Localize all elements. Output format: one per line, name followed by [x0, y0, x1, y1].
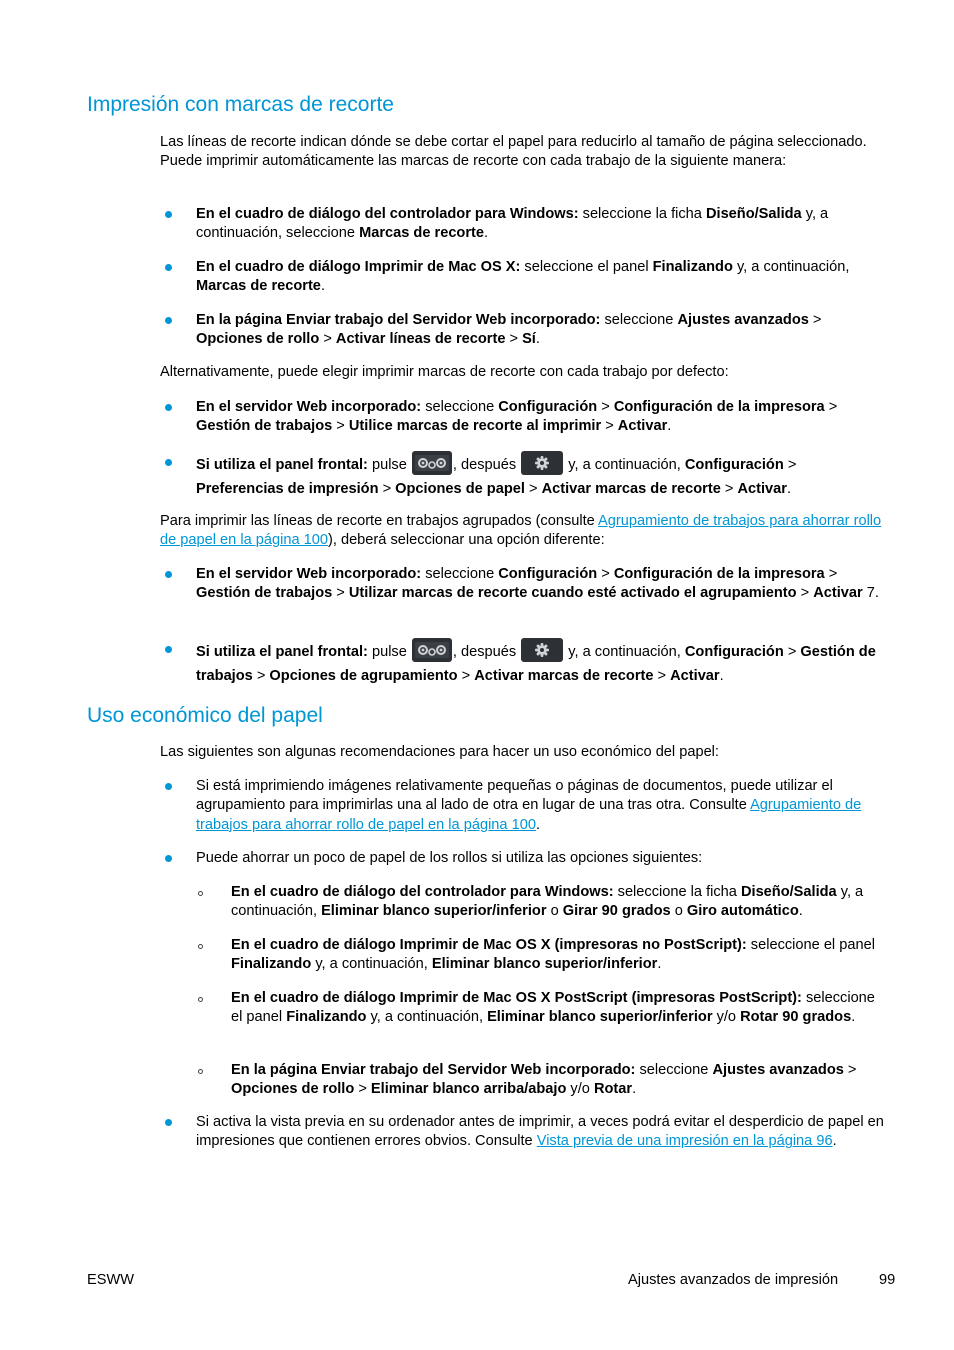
- sub-bullet-icon: [196, 1061, 206, 1080]
- list-item: En el servidor Web incorporado: seleccione Configuración > Configuración de la impresora > Gestión de trabajos > Utilice marcas de recorte al imprimir > Activar.: [196, 399, 838, 435]
- section-title-paper-economy: Uso económico del papel: [87, 704, 323, 727]
- bullet-icon: [163, 849, 175, 868]
- link-nesting-page-100[interactable]: Agrupamiento de trabajos para ahorrar rollo de papel en la página 100: [160, 513, 882, 549]
- bullet-icon: [163, 565, 175, 584]
- alternative-paragraph: Alternativamente, puede elegir imprimir marcas de recorte con cada trabajo por defecto:: [160, 364, 729, 380]
- list-item: Si está imprimiendo imágenes relativamente pequeñas o páginas de documentos, puede utilizar el agrupamiento para imprimirlas una al lado de otra en lugar de una tras otra. Consulte Agrupamiento de trabajos para ahorrar rollo de papel en la página 100.: [196, 778, 862, 833]
- sub-bullet-icon: [196, 883, 206, 902]
- list-item: En el servidor Web incorporado: seleccione Configuración > Configuración de la impresora > Gestión de trabajos > Utilizar marcas de recorte cuando esté activado el agrupamiento > Activar 7.: [196, 566, 879, 602]
- section-title-trim-marks: Impresión con marcas de recorte: [87, 93, 394, 116]
- list-item: Si activa la vista previa en su ordenador antes de imprimir, a veces podrá evitar el desperdicio de papel en impresiones que contienen errores obvios. Consulte Vista previa de una impresión en la página 96.: [196, 1114, 884, 1150]
- bullet-icon: [163, 453, 175, 472]
- sub-list-item: En la página Enviar trabajo del Servidor Web incorporado: seleccione Ajustes avanzados > Opciones de rollo > Eliminar blanco arriba/abajo y/o Rotar.: [231, 1062, 857, 1098]
- link-print-preview-page-96[interactable]: Vista previa de una impresión en la página 96: [536, 1133, 833, 1150]
- settings-icon: [412, 451, 452, 475]
- bullet-icon: [163, 311, 175, 330]
- bullet-icon: [163, 1113, 175, 1132]
- list-item: Si utiliza el panel frontal: pulse , después y, a continuación, Configuración > Preferencias de impresión > Opciones de papel > Activar marcas de recorte > Activar.: [196, 453, 886, 501]
- intro-paragraph: Las siguientes son algunas recomendaciones para hacer un uso económico del papel:: [160, 744, 719, 760]
- footer-page-number: 99: [879, 1272, 896, 1288]
- bullet-icon: [163, 398, 175, 417]
- sub-list-item: En el cuadro de diálogo Imprimir de Mac OS X PostScript (impresoras PostScript): seleccione el panel Finalizando y, a continuación, Eliminar blanco superior/inferior y/o Rotar 90 grados.: [231, 990, 875, 1026]
- list-item: Puede ahorrar un poco de papel de los rollos si utiliza las opciones siguientes:: [196, 850, 703, 866]
- bullet-icon: [163, 258, 175, 277]
- list-item: En el cuadro de diálogo Imprimir de Mac OS X: seleccione el panel Finalizando y, a continuación, Marcas de recorte.: [196, 259, 850, 295]
- gear-icon: [521, 638, 563, 662]
- settings-icon: [412, 638, 452, 662]
- gear-icon: [521, 451, 563, 475]
- intro-paragraph: Las líneas de recorte indican dónde se debe cortar el papel para reducirlo al tamaño de página seleccionado. Puede imprimir automáticamente las marcas de recorte con cada trabajo de la siguiente manera:: [160, 134, 867, 170]
- sub-bullet-icon: [196, 936, 206, 955]
- list-item: En la página Enviar trabajo del Servidor Web incorporado: seleccione Ajustes avanzados > Opciones de rollo > Activar líneas de recorte > Sí.: [196, 312, 822, 348]
- list-item: Si utiliza el panel frontal: pulse , después y, a continuación, Configuración > Gestión de trabajos > Opciones de agrupamiento > Activar marcas de recorte > Activar.: [196, 640, 886, 688]
- sub-list-item: En el cuadro de diálogo del controlador para Windows: seleccione la ficha Diseño/Salida y, a continuación, Eliminar blanco superior/inferior o Girar 90 grados o Giro automático.: [231, 884, 864, 920]
- bullet-icon: [163, 777, 175, 796]
- sub-bullet-icon: [196, 989, 206, 1008]
- nesting-paragraph: Para imprimir las líneas de recorte en trabajos agrupados (consulte Agrupamiento de trabajos para ahorrar rollo de papel en la página 100), deberá seleccionar una opción diferente:: [160, 513, 882, 549]
- bullet-icon: [163, 640, 175, 659]
- bullet-icon: [163, 205, 175, 224]
- sub-list-item: En el cuadro de diálogo Imprimir de Mac OS X (impresoras no PostScript): seleccione el panel Finalizando y, a continuación, Eliminar blanco superior/inferior.: [231, 937, 875, 973]
- list-item: En el cuadro de diálogo del controlador para Windows: seleccione la ficha Diseño/Salida y, a continuación, seleccione Marcas de recorte.: [196, 206, 829, 242]
- footer-section-title: Ajustes avanzados de impresión: [628, 1272, 839, 1288]
- footer-left-label: ESWW: [87, 1272, 135, 1288]
- link-nesting-page-100[interactable]: Agrupamiento de trabajos para ahorrar rollo de papel en la página 100: [196, 797, 862, 833]
